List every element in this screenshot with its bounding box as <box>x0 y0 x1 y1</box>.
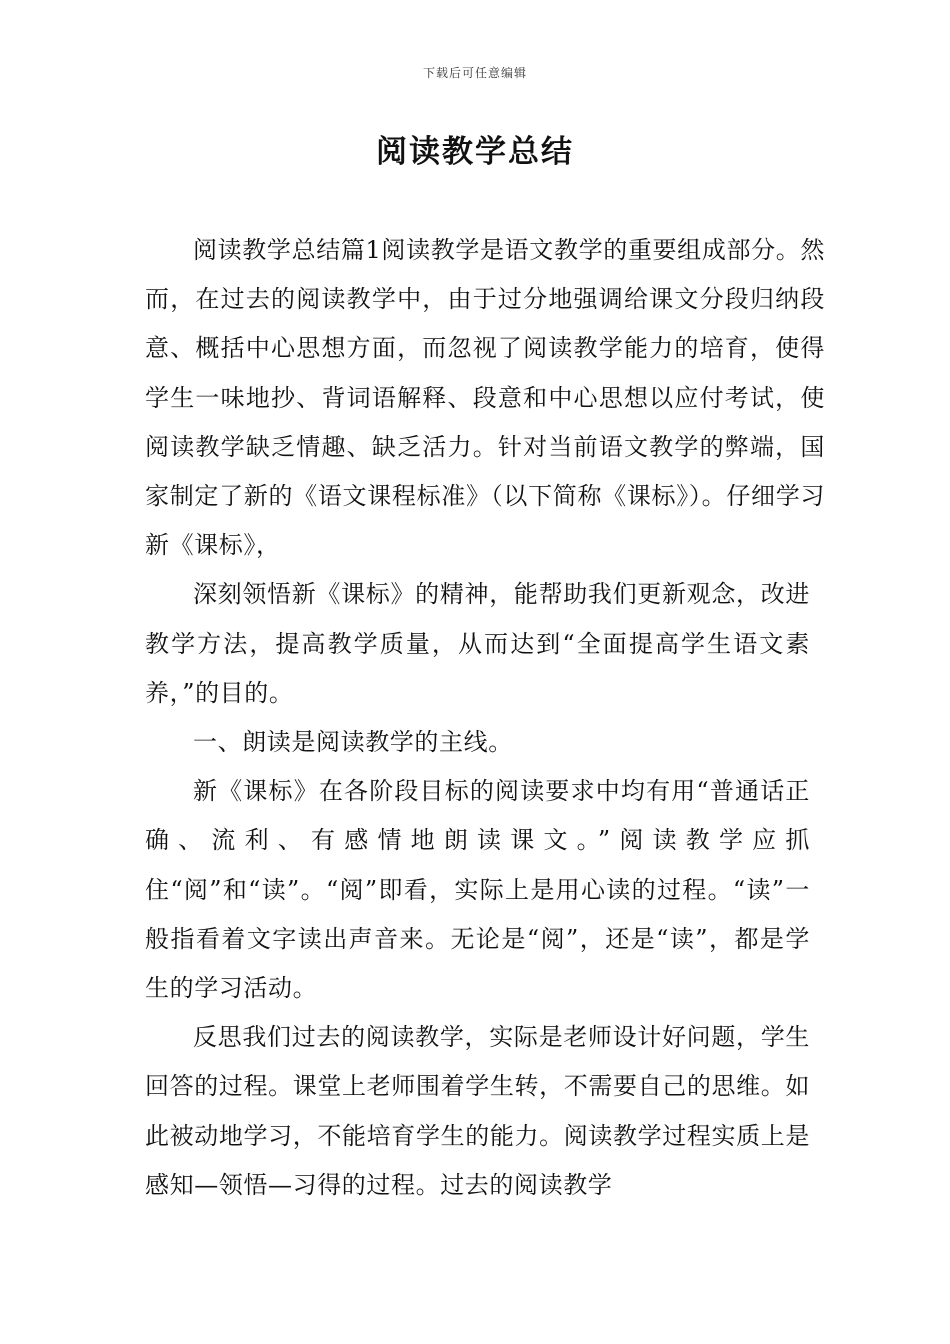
paragraph-3: 一、朗读是阅读教学的主线。 <box>193 728 513 757</box>
paragraph-2: 深刻领悟新《课标》的精神，能帮助我们更新观念，改进教学方法，提高教学质量，从而达到“全面提高学生语文素养，”的目的。 <box>145 580 810 707</box>
paragraph-4: 新《课标》在各阶段目标的阅读要求中均有用“普通话正确、流利、有感情地朗读课文。”阅读教学应抓住“阅”和“读”。“阅”即看，实际上是用心读的过程。“读”一般指看着文字读出声音来。无论是“阅”，还是“读”，都是学生的学习活动。 <box>145 777 810 1003</box>
document-body <box>145 226 825 1210</box>
paragraph-1: 阅读教学总结篇1阅读教学是语文教学的重要组成部分。然而，在过去的阅读教学中，由于过分地强调给课文分段归纳段意、概括中心思想方面，而忽视了阅读教学能力的培育，使得学生一味地抄、背词语解释、段意和中心思想以应付考试，使阅读教学缺乏情趣、缺乏活力。针对当前语文教学的弊端，国家制定了新的《语文课程标准》（以下简称《课标》）。仔细学习新《课标》， <box>145 236 825 560</box>
header-note: 下载后可任意编辑 <box>422 66 527 80</box>
document-title: 阅读教学总结 <box>376 134 574 170</box>
paragraph-5: 反思我们过去的阅读教学，实际是老师设计好问题，学生回答的过程。课堂上老师围着学生转，不需要自己的思维。如此被动地学习，不能培育学生的能力。阅读教学过程实质上是感知—领悟—习得的过程。过去的阅读教学 <box>145 1023 810 1199</box>
